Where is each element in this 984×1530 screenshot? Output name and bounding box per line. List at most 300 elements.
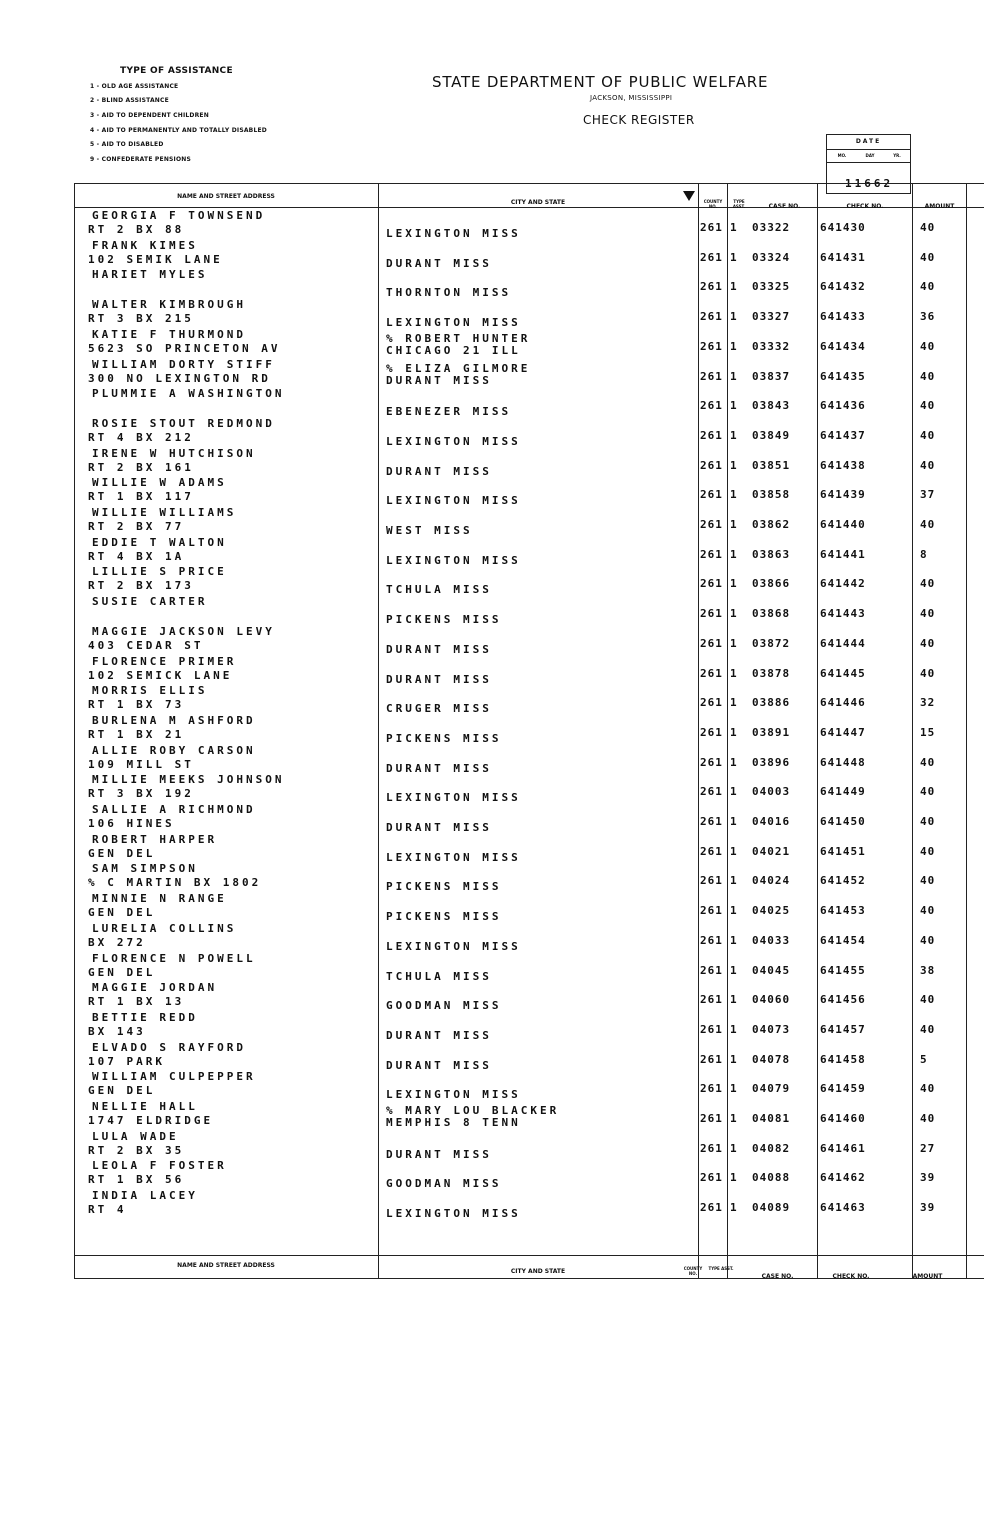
- payee-name: EDDIE T WALTON: [92, 535, 227, 549]
- payee-address: 102 SEMICK LANE: [88, 668, 233, 682]
- case-number: 04078: [752, 1052, 791, 1066]
- footer-column-city: CITY AND STATE: [510, 1268, 566, 1275]
- check-number: 641457: [820, 1022, 866, 1036]
- check-amount: 40: [920, 607, 936, 621]
- check-number: 641433: [820, 310, 866, 324]
- payee-name: FLORENCE PRIMER: [92, 654, 237, 668]
- county-number: 261: [700, 221, 723, 234]
- check-amount: 8: [920, 547, 928, 561]
- footer-column-case: CASE NO.: [761, 1273, 794, 1280]
- check-amount: 37: [920, 488, 936, 502]
- payee-name: BURLENA M ASHFORD: [92, 713, 256, 727]
- payee-name: MILLIE MEEKS JOHNSON: [92, 773, 285, 787]
- case-number: 03886: [752, 696, 791, 710]
- footer-column-check: CHECK NO.: [832, 1273, 870, 1280]
- assistance-type: 1: [730, 547, 738, 561]
- check-number: 641430: [820, 221, 866, 234]
- check-amount: 40: [920, 428, 936, 442]
- case-number: 04025: [752, 904, 791, 918]
- payee-city: DURANT MISS: [386, 1058, 492, 1072]
- case-number: 03866: [752, 577, 791, 591]
- case-number: 04060: [752, 993, 791, 1007]
- check-amount: 40: [920, 666, 936, 680]
- column-header-case: CASE NO.: [768, 203, 801, 210]
- assistance-type: 1: [730, 963, 738, 977]
- payee-name: ROBERT HARPER: [92, 832, 218, 846]
- payee-name: FRANK KIMES: [92, 238, 198, 252]
- check-amount: 40: [920, 815, 936, 828]
- check-amount: 40: [920, 399, 936, 413]
- payee-name: SALLIE A RICHMOND: [92, 803, 256, 816]
- check-amount: 40: [920, 1022, 936, 1036]
- legend-item: 4 - AID TO PERMANENTLY AND TOTALLY DISABLED: [90, 127, 267, 134]
- payee-city: LEXINGTON MISS: [386, 434, 521, 448]
- assistance-type: 1: [730, 1141, 738, 1155]
- assistance-type: 1: [730, 488, 738, 502]
- county-number: 261: [700, 250, 723, 264]
- county-number: 261: [700, 785, 723, 799]
- legend-title: TYPE OF ASSISTANCE: [120, 66, 233, 76]
- payee-address: RT 2 BX 35: [88, 1143, 185, 1157]
- payee-name: LURELIA COLLINS: [92, 921, 237, 935]
- payee-name: HARIET MYLES: [92, 268, 208, 282]
- payee-city: PICKENS MISS: [386, 613, 502, 627]
- payee-city: LEXINGTON MISS: [386, 1088, 521, 1102]
- case-number: 03849: [752, 428, 791, 442]
- case-number: 04081: [752, 1112, 791, 1125]
- assistance-type: 1: [730, 607, 738, 621]
- payee-city: PICKENS MISS: [386, 731, 502, 745]
- case-number: 03872: [752, 636, 791, 650]
- case-number: 04073: [752, 1022, 791, 1036]
- county-number: 261: [700, 636, 723, 650]
- payee-address: GEN DEL: [88, 906, 156, 920]
- check-amount: 40: [920, 844, 936, 858]
- payee-city: CRUGER MISS: [386, 702, 492, 716]
- check-number: 641460: [820, 1112, 866, 1125]
- payee-name: MINNIE N RANGE: [92, 892, 227, 906]
- payee-city: LEXINGTON MISS: [386, 939, 521, 953]
- check-number: 641458: [820, 1052, 866, 1066]
- footer-column-county: COUNTY NO.: [683, 1266, 703, 1276]
- payee-city: THORNTON MISS: [386, 286, 512, 300]
- payee-city: DURANT MISS: [386, 761, 492, 775]
- case-number: 04079: [752, 1082, 791, 1096]
- check-number: 641452: [820, 874, 866, 888]
- case-number: 03322: [752, 221, 791, 234]
- assistance-type: 1: [730, 1201, 738, 1215]
- county-number: 261: [700, 488, 723, 502]
- organization-location: JACKSON, MISSISSIPPI: [590, 94, 673, 102]
- check-number: 641447: [820, 725, 866, 739]
- case-number: 04021: [752, 844, 791, 858]
- assistance-type: 1: [730, 428, 738, 442]
- payee-address: BX 143: [88, 1024, 146, 1038]
- county-number: 261: [700, 339, 723, 353]
- assistance-type: 1: [730, 815, 738, 828]
- payee-name: INDIA LACEY: [92, 1189, 198, 1203]
- check-number: 641439: [820, 488, 866, 502]
- organization-title: STATE DEPARTMENT OF PUBLIC WELFARE: [432, 73, 769, 91]
- check-number: 641432: [820, 280, 866, 294]
- payee-city: DURANT MISS: [386, 672, 492, 686]
- county-number: 261: [700, 933, 723, 947]
- check-number: 641434: [820, 339, 866, 353]
- payee-city-line2: DURANT MISS: [386, 373, 492, 387]
- case-number: 03868: [752, 607, 791, 621]
- payee-address: 102 SEMIK LANE: [88, 252, 223, 266]
- case-number: 03837: [752, 369, 791, 383]
- assistance-type: 1: [730, 1052, 738, 1066]
- county-number: 261: [700, 815, 723, 828]
- assistance-type: 1: [730, 1171, 738, 1185]
- payee-name: LULA WADE: [92, 1129, 179, 1143]
- check-amount: 40: [920, 339, 936, 353]
- check-amount: 36: [920, 310, 936, 324]
- county-number: 261: [700, 1022, 723, 1036]
- form-title: CHECK REGISTER: [583, 113, 695, 127]
- date-day-label: DAY: [865, 153, 875, 158]
- payee-name: LEOLA F FOSTER: [92, 1159, 227, 1173]
- county-number: 261: [700, 280, 723, 294]
- county-number: 261: [700, 666, 723, 680]
- payee-name: PLUMMIE A WASHINGTON: [92, 387, 285, 401]
- payee-city: DURANT MISS: [386, 642, 492, 656]
- payee-name: MAGGIE JACKSON LEVY: [92, 624, 275, 638]
- payee-address: 300 NO LEXINGTON RD: [88, 371, 271, 385]
- payee-city: LEXINGTON MISS: [386, 850, 521, 864]
- county-number: 261: [700, 904, 723, 918]
- check-number: 641455: [820, 963, 866, 977]
- payee-address: 106 HINES: [88, 817, 175, 830]
- payee-city: PICKENS MISS: [386, 880, 502, 894]
- assistance-type: 1: [730, 458, 738, 472]
- payee-address: 5623 SO PRINCETON AV: [88, 341, 281, 355]
- check-number: 641435: [820, 369, 866, 383]
- check-amount: 38: [920, 963, 936, 977]
- payee-name: WILLIE W ADAMS: [92, 476, 227, 490]
- assistance-type: 1: [730, 844, 738, 858]
- payee-address: GEN DEL: [88, 965, 156, 979]
- check-amount: 15: [920, 725, 936, 739]
- payee-name: ROSIE STOUT REDMOND: [92, 416, 275, 430]
- county-number: 261: [700, 577, 723, 591]
- payee-name: ELVADO S RAYFORD: [92, 1040, 246, 1054]
- payee-city: LEXINGTON MISS: [386, 316, 521, 330]
- payee-name: MORRIS ELLIS: [92, 684, 208, 698]
- check-number: 641456: [820, 993, 866, 1007]
- payee-city: TCHULA MISS: [386, 583, 492, 597]
- payee-city-line2: CHICAGO 21 ILL: [386, 343, 521, 357]
- case-number: 04089: [752, 1201, 791, 1215]
- case-number: 04045: [752, 963, 791, 977]
- county-number: 261: [700, 399, 723, 413]
- payee-city: TCHULA MISS: [386, 969, 492, 983]
- payee-city: LEXINGTON MISS: [386, 494, 521, 508]
- county-number: 261: [700, 547, 723, 561]
- footer-column-name: NAME AND STREET ADDRESS: [177, 1262, 275, 1269]
- assistance-type: 1: [730, 933, 738, 947]
- check-amount: 40: [920, 636, 936, 650]
- payee-city: DURANT MISS: [386, 464, 492, 478]
- check-number: 641462: [820, 1171, 866, 1185]
- legend-item: 2 - BLIND ASSISTANCE: [90, 97, 169, 104]
- column-header-city: CITY AND STATE: [510, 199, 566, 206]
- assistance-type: 1: [730, 577, 738, 591]
- check-number: 641448: [820, 755, 866, 769]
- payee-address: % C MARTIN BX 1802: [88, 876, 262, 890]
- case-number: 03843: [752, 399, 791, 413]
- county-number: 261: [700, 993, 723, 1007]
- check-amount: 39: [920, 1171, 936, 1185]
- county-number: 261: [700, 607, 723, 621]
- check-number: 641440: [820, 518, 866, 531]
- check-number: 641443: [820, 607, 866, 621]
- county-number: 261: [700, 1201, 723, 1215]
- payee-city: LEXINGTON MISS: [386, 791, 521, 805]
- assistance-type: 1: [730, 221, 738, 234]
- payee-name: MAGGIE JORDAN: [92, 981, 218, 995]
- payee-address: GEN DEL: [88, 1084, 156, 1098]
- payee-name: SUSIE CARTER: [92, 595, 208, 609]
- payee-city: DURANT MISS: [386, 1028, 492, 1042]
- check-number: 641442: [820, 577, 866, 591]
- case-number: 03324: [752, 250, 791, 264]
- county-number: 261: [700, 518, 723, 531]
- county-number: 261: [700, 369, 723, 383]
- assistance-type: 1: [730, 1112, 738, 1125]
- payee-address: RT 2 BX 77: [88, 520, 185, 533]
- payee-address: RT 2 BX 161: [88, 460, 194, 474]
- payee-address: 109 MILL ST: [88, 757, 194, 771]
- check-amount: 40: [920, 1082, 936, 1096]
- county-number: 261: [700, 1141, 723, 1155]
- case-number: 04016: [752, 815, 791, 828]
- column-header-county: COUNTY NO.: [703, 199, 723, 209]
- payee-name: WALTER KIMBROUGH: [92, 298, 246, 312]
- assistance-type: 1: [730, 1082, 738, 1096]
- county-number: 261: [700, 458, 723, 472]
- payee-name: WILLIE WILLIAMS: [92, 506, 237, 519]
- check-amount: 32: [920, 696, 936, 710]
- check-amount: 40: [920, 904, 936, 918]
- check-number: 641444: [820, 636, 866, 650]
- assistance-type: 1: [730, 518, 738, 531]
- check-amount: 40: [920, 280, 936, 294]
- case-number: 04024: [752, 874, 791, 888]
- county-number: 261: [700, 844, 723, 858]
- check-amount: 40: [920, 785, 936, 799]
- county-number: 261: [700, 428, 723, 442]
- county-number: 261: [700, 1171, 723, 1185]
- county-number: 261: [700, 874, 723, 888]
- assistance-type: 1: [730, 339, 738, 353]
- payee-address: RT 3 BX 215: [88, 312, 194, 326]
- county-number: 261: [700, 696, 723, 710]
- check-number: 641454: [820, 933, 866, 947]
- check-number: 641431: [820, 250, 866, 264]
- payee-city: PICKENS MISS: [386, 910, 502, 924]
- check-amount: 40: [920, 874, 936, 888]
- payee-address: 403 CEDAR ST: [88, 638, 204, 652]
- payee-name: NELLIE HALL: [92, 1100, 198, 1113]
- payee-address: RT 1 BX 117: [88, 490, 194, 504]
- payee-address: RT 4: [88, 1203, 127, 1217]
- check-number: 641436: [820, 399, 866, 413]
- payee-city: % ELIZA GILMORE: [386, 361, 531, 375]
- payee-city: LEXINGTON MISS: [386, 1207, 521, 1221]
- payee-name: LILLIE S PRICE: [92, 565, 227, 579]
- payee-address: 1747 ELDRIDGE: [88, 1114, 214, 1127]
- county-number: 261: [700, 1052, 723, 1066]
- check-number: 641445: [820, 666, 866, 680]
- payee-city: DURANT MISS: [386, 256, 492, 270]
- payee-address: RT 2 BX 88: [88, 223, 185, 236]
- county-number: 261: [700, 310, 723, 324]
- payee-name: ALLIE ROBY CARSON: [92, 743, 256, 757]
- footer-column-type: TYPE ASST.: [708, 1266, 734, 1271]
- check-amount: 40: [920, 458, 936, 472]
- column-header-amount: AMOUNT: [924, 203, 955, 210]
- payee-city: GOODMAN MISS: [386, 1177, 502, 1191]
- check-amount: 40: [920, 518, 936, 531]
- case-number: 04082: [752, 1141, 791, 1155]
- check-number: 641446: [820, 696, 866, 710]
- check-amount: 27: [920, 1141, 936, 1155]
- payee-city: LEXINGTON MISS: [386, 553, 521, 567]
- assistance-type: 1: [730, 1022, 738, 1036]
- assistance-type: 1: [730, 310, 738, 324]
- assistance-type: 1: [730, 369, 738, 383]
- case-number: 04088: [752, 1171, 791, 1185]
- payee-name: SAM SIMPSON: [92, 862, 198, 876]
- check-amount: 5: [920, 1052, 928, 1066]
- assistance-type: 1: [730, 725, 738, 739]
- check-number: 641437: [820, 428, 866, 442]
- case-number: 04003: [752, 785, 791, 799]
- payee-city: LEXINGTON MISS: [386, 227, 521, 240]
- payee-city: % ROBERT HUNTER: [386, 331, 531, 345]
- date-value: 11662: [845, 177, 894, 190]
- case-number: 03863: [752, 547, 791, 561]
- assistance-type: 1: [730, 666, 738, 680]
- case-number: 03851: [752, 458, 791, 472]
- legend-item: 5 - AID TO DISABLED: [90, 141, 164, 148]
- legend-item: 9 - CONFEDERATE PENSIONS: [90, 156, 192, 163]
- payee-city: GOODMAN MISS: [386, 999, 502, 1013]
- check-number: 641459: [820, 1082, 866, 1096]
- case-number: 03891: [752, 725, 791, 739]
- case-number: 03878: [752, 666, 791, 680]
- date-month-label: MO.: [837, 153, 847, 158]
- date-year-label: YR.: [893, 153, 901, 158]
- county-number: 261: [700, 725, 723, 739]
- payee-name: IRENE W HUTCHISON: [92, 446, 256, 460]
- payee-city: DURANT MISS: [386, 821, 492, 834]
- county-number: 261: [700, 1112, 723, 1125]
- check-amount: 40: [920, 250, 936, 264]
- payee-address: RT 4 BX 1A: [88, 549, 185, 563]
- case-number: 03332: [752, 339, 791, 353]
- check-amount: 40: [920, 755, 936, 769]
- check-amount: 40: [920, 933, 936, 947]
- column-header-type: TYPE ASST.: [732, 199, 746, 209]
- check-number: 641441: [820, 547, 866, 561]
- check-number: 641438: [820, 458, 866, 472]
- assistance-type: 1: [730, 874, 738, 888]
- legend-item: 3 - AID TO DEPENDENT CHILDREN: [90, 112, 209, 119]
- payee-name: KATIE F THURMOND: [92, 327, 246, 341]
- assistance-type: 1: [730, 785, 738, 799]
- assistance-type: 1: [730, 250, 738, 264]
- column-header-name: NAME AND STREET ADDRESS: [177, 193, 275, 200]
- check-amount: 40: [920, 993, 936, 1007]
- check-amount: 40: [920, 577, 936, 591]
- check-number: 641453: [820, 904, 866, 918]
- payee-address: BX 272: [88, 935, 146, 949]
- assistance-type: 1: [730, 280, 738, 294]
- payee-address: 107 PARK: [88, 1054, 165, 1068]
- check-amount: 40: [920, 1112, 936, 1125]
- assistance-type: 1: [730, 636, 738, 650]
- payee-city: EBENEZER MISS: [386, 405, 512, 419]
- payee-name: FLORENCE N POWELL: [92, 951, 256, 965]
- check-amount: 39: [920, 1201, 936, 1215]
- assistance-type: 1: [730, 755, 738, 769]
- county-number: 261: [700, 963, 723, 977]
- case-number: 04033: [752, 933, 791, 947]
- check-amount: 40: [920, 221, 936, 234]
- payee-address: RT 1 BX 73: [88, 698, 185, 712]
- county-number: 261: [700, 755, 723, 769]
- payee-address: RT 1 BX 56: [88, 1173, 185, 1187]
- payee-city: % MARY LOU BLACKER: [386, 1104, 560, 1117]
- payee-city-line2: MEMPHIS 8 TENN: [386, 1116, 521, 1129]
- check-number: 641451: [820, 844, 866, 858]
- case-number: 03327: [752, 310, 791, 324]
- assistance-type: 1: [730, 904, 738, 918]
- case-number: 03862: [752, 518, 791, 531]
- check-number: 641461: [820, 1141, 866, 1155]
- assistance-type: 1: [730, 399, 738, 413]
- payee-name: GEORGIA F TOWNSEND: [92, 209, 266, 222]
- payee-address: RT 2 BX 173: [88, 579, 194, 593]
- assistance-type: 1: [730, 993, 738, 1007]
- payee-address: RT 1 BX 21: [88, 727, 185, 741]
- column-header-check: CHECK NO.: [846, 203, 884, 210]
- case-number: 03896: [752, 755, 791, 769]
- case-number: 03325: [752, 280, 791, 294]
- footer-column-amount: AMOUNT: [912, 1273, 943, 1280]
- payee-city: DURANT MISS: [386, 1147, 492, 1161]
- payee-name: BETTIE REDD: [92, 1010, 198, 1024]
- check-number: 641450: [820, 815, 866, 828]
- county-number: 261: [700, 1082, 723, 1096]
- check-amount: 40: [920, 369, 936, 383]
- payee-address: RT 3 BX 192: [88, 787, 194, 801]
- date-label: DATE: [855, 138, 882, 145]
- payee-address: RT 4 BX 212: [88, 430, 194, 444]
- legend-item: 1 - OLD AGE ASSISTANCE: [90, 83, 179, 90]
- check-number: 641449: [820, 785, 866, 799]
- payee-city: WEST MISS: [386, 524, 473, 537]
- case-number: 03858: [752, 488, 791, 502]
- down-triangle-icon: [683, 191, 695, 201]
- payee-address: GEN DEL: [88, 846, 156, 860]
- payee-name: WILLIAM DORTY STIFF: [92, 357, 275, 371]
- assistance-type: 1: [730, 696, 738, 710]
- check-number: 641463: [820, 1201, 866, 1215]
